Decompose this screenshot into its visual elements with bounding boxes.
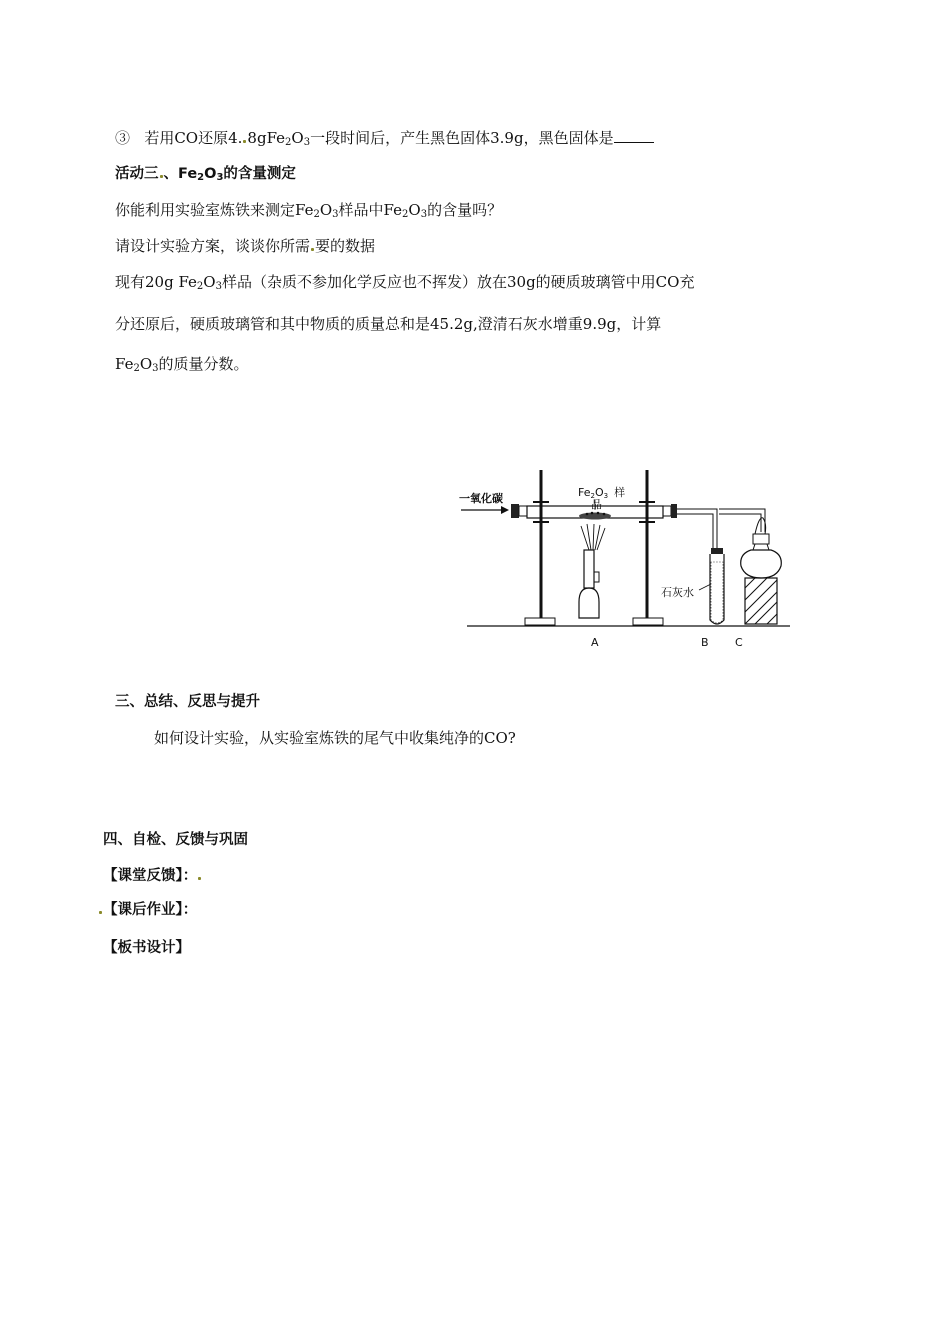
section3-question: 如何设计实验，从实验室炼铁的尾气中收集纯净的CO? [154,729,516,747]
test-tube-b [710,554,724,624]
design-question: 请设计实验方案，谈谈你所需 要的数据 [115,237,376,255]
dot-mark [243,140,246,143]
measure-question: 你能利用实验室炼铁来测定$Fe_2O_3$样品中$Fe_2O_3$的含量吗？ [115,201,503,220]
lamp-flame [755,518,766,534]
dot-mark [99,911,102,914]
board-design: 【板书设计】 [103,940,190,956]
alcohol-lamp [741,550,782,578]
answer-blank[interactable] [614,128,654,143]
co-label: 一氧化碳 [459,492,503,505]
label-c: C [735,636,743,649]
stand-base-right [633,618,663,625]
question-3: ③ 若用CO还原4. $8gFe_2O_3$一段时间后，产生黑色固体3.9g，黑色固体是 [115,128,654,153]
section3-title: 三、总结、反思与提升 [115,694,260,710]
flame [581,524,605,550]
dot-mark [160,175,163,178]
burner-base [579,588,599,618]
activity3-title: 活动三 、$Fe_2O_3$的含量测定 [115,166,296,183]
stand-base-left [525,618,555,625]
sample-label: Fe2O3 样 [578,486,626,500]
problem-line-1: 现有20g $Fe_2O_3$样品（杂质不参加化学反应也不挥发）放在30g的硬质玻璃管中用CO充 [115,273,695,292]
class-feedback: 【课堂反馈】： [103,866,202,886]
outlet-tube [677,509,717,554]
label-a: A [591,636,599,649]
problem-line-3: $Fe_2O_3$的质量分数。 [115,355,249,374]
sample-label-2: 品 [591,498,602,511]
homework: 【课后作业】： [98,900,197,920]
dot-mark [198,877,201,880]
label-b: B [701,636,709,649]
dot-mark [311,248,314,251]
sample-powder [579,513,611,520]
circled-number: ③ [115,129,131,147]
limewater-label: 石灰水 [661,586,694,599]
section4-title: 四、自检、反馈与巩固 [103,832,248,848]
burner-tube [584,550,594,588]
problem-line-2: 分还原后，硬质玻璃管和其中物质的质量总和是45.2g,澄清石灰水增重9.9g，计算 [115,315,662,333]
tube-to-c [719,509,765,532]
apparatus-diagram [455,462,795,657]
